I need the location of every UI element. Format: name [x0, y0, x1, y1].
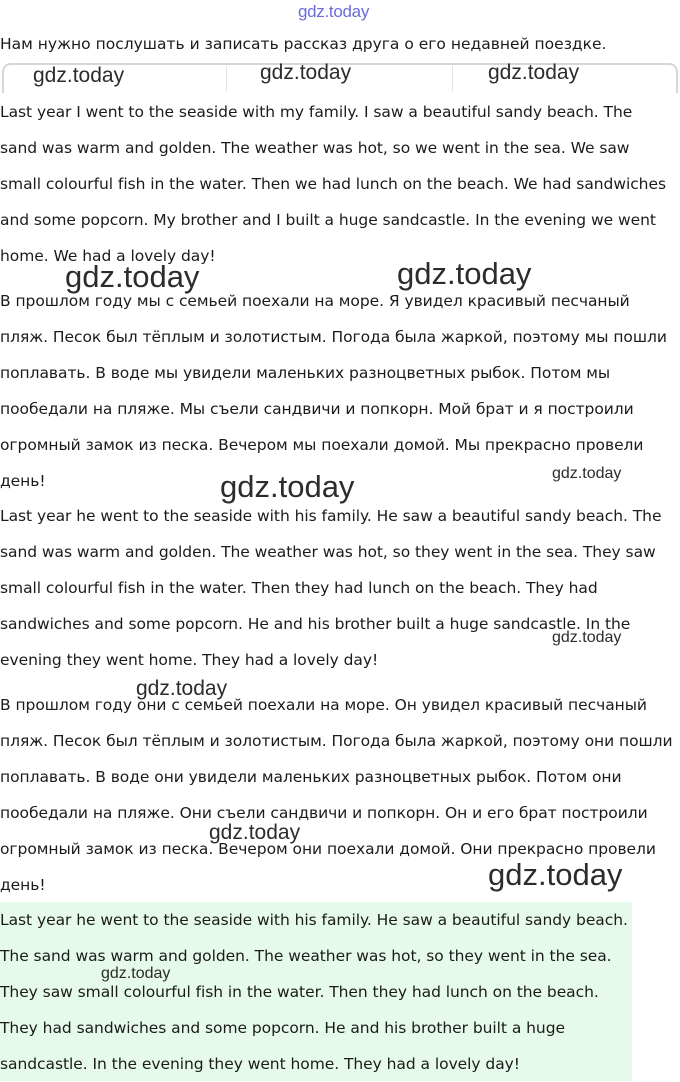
answer-paragraph: Last year he went to the seaside with his family. He saw a beautiful sandy beach. The sand was warm and golden. The weather was hot, so they went in the sea. They saw small colourful fish in the water. Then they had lunch on the beach. They had sandwiches and some popcorn. He and his brother built a huge sandcastle. In the evening they went home. They had a lovely day! — [0, 911, 628, 1073]
tab-divider — [452, 66, 453, 92]
paragraph-russian-retold: В прошлом году они с семьей поехали на море. Он увидел красивый песчаный пляж. Песок был тёплым и золотистым. Погода была жаркой, поэтому они пошли поплавать. В воде они увидели маленьких разноцветных рыбок. Потом они пообедали на пляже. Они съели сандвичи и попкорн. Он и его брат построили огромный замок из песка. Вечером они поехали домой. Они прекрасно провели день! — [0, 696, 673, 894]
paragraph-english-original: Last year I went to the seaside with my family. I saw a beautiful sandy beach. The sand was warm and golden. The weather was hot, so we went in the sea. We saw small colourful fish in the water. Then we had lunch on the beach. We had sandwiches and some popcorn. My brother and I built a huge sandcastle. In the evening we went home. We had a lovely day! — [0, 103, 666, 265]
watermark: gdz.today — [33, 64, 125, 87]
paragraph-english-retold: Last year he went to the seaside with his family. He saw a beautiful sandy beach. The sand was warm and golden. The weather was hot, so they went in the sea. They saw small colourful fish in the water. Then they had lunch on the beach. They had sandwiches and some popcorn. He and his brother built a huge sandcastle. In the evening they went home. They had a lovely day! — [0, 507, 662, 669]
watermark: gdz.today — [209, 821, 301, 844]
watermark: gdz.today — [488, 61, 580, 84]
watermark: gdz.today — [397, 256, 532, 291]
watermark: gdz.today — [101, 965, 171, 982]
watermark: gdz.today — [65, 259, 200, 294]
paragraph-russian-original: В прошлом году мы с семьей поехали на море. Я увидел красивый песчаный пляж. Песок был тёплым и золотистым. Погода была жаркой, поэтому мы пошли поплавать. В воде мы увидели маленьких разноцветных рыбок. Потом мы пообедали на пляже. Мы съели сандвичи и попкорн. Мой брат и я построили огромный замок из песка. Вечером мы поехали домой. Мы прекрасно провели день! — [0, 292, 667, 490]
watermark: gdz.today — [552, 629, 622, 646]
task-text: Нам нужно послушать и записать рассказ друга о его недавней поездке. — [0, 35, 607, 53]
tab-bar — [2, 63, 678, 93]
tab-divider — [226, 66, 227, 92]
watermark: gdz.today — [488, 857, 623, 892]
watermark: gdz.today — [260, 61, 352, 84]
watermark: gdz.today — [136, 677, 228, 700]
watermark: gdz.today — [552, 465, 622, 482]
site-logo[interactable]: gdz.today — [298, 2, 370, 21]
watermark: gdz.today — [220, 469, 355, 504]
